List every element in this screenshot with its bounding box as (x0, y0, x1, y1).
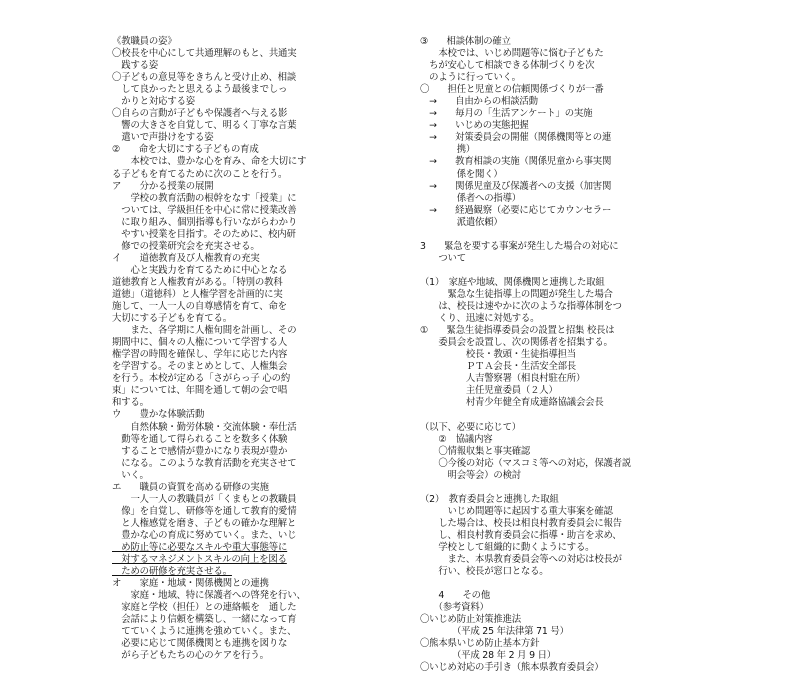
right-column-line: ② 協議内容 (420, 433, 493, 445)
right-column-line: くり、迅速に対処する。 (420, 313, 540, 325)
right-column-line: ① 緊急生徒指導委員会の設置と招集 校長は (420, 325, 615, 337)
left-column-line: ア 分かる授業の展開 (112, 180, 214, 192)
left-column-line: 修での授業研究会を充実させる。 (112, 240, 260, 252)
left-column-line: 〇自らの言動が子どもや保護者へ与える影 (112, 108, 288, 120)
right-column-line: 〇熊本県いじめ防止基本方針 (420, 638, 540, 650)
right-column-line: → 経過観察（必要に応じてカウンセラー (420, 204, 612, 216)
right-column-line: 村青少年健全育成連絡協議会会長 (420, 397, 604, 409)
right-column (420, 36, 695, 674)
left-column-line: して良かったと思えるよう最後までしっ (112, 84, 288, 96)
left-column-line: 家庭・地域、特に保護者への啓発を行い、 (112, 590, 306, 602)
left-column-line: 必要に応じて関係機関とも連携を図りな (112, 638, 288, 650)
right-column-line: 係を聞く） (420, 168, 503, 180)
right-column-line: 委員会を設置し、次の関係者を招集する。 (420, 337, 613, 349)
right-column-line: 携） (420, 144, 476, 156)
right-column-line: 主任児童委員（２人） (420, 385, 558, 397)
left-column-line: 《教職員の姿》 (112, 36, 177, 47)
right-column-line: 校長・教頭・生徒指導担当 (420, 349, 576, 361)
right-column-line: のように行っていく。 (420, 72, 521, 84)
right-column-line: いじめ問題等に起因する重大事案を確認 (420, 505, 613, 517)
right-column-line: ついて (420, 252, 466, 264)
right-column-line: → いじめの実態把握 (420, 120, 529, 132)
left-column-line: 会話により信頼を構築し、一緒になって育 (112, 614, 297, 626)
left-column-line: ② 命を大切にする子どもの育成 (112, 144, 259, 156)
left-column-line: また、各学期に人権旬間を計画し、その (112, 325, 297, 337)
left-column-line: 践する姿 (112, 60, 159, 72)
left-column-line: 束」については、年間を通して朝の会で唱 (112, 385, 288, 397)
left-column-line: 遣いで声掛けをする姿 (112, 132, 214, 144)
left-column-line: ウ 豊かな体験活動 (112, 409, 205, 421)
left-column-line: 豊かな心の育成に努めていく。また、いじ (112, 529, 297, 541)
right-column-line (420, 265, 695, 277)
left-column-line: イ 道徳教育及び人権教育の充実 (112, 252, 260, 264)
right-column-line: した場合は、校長は相良村教育委員会に報告 (420, 517, 622, 529)
left-column-line: することで感情が豊かになり表現が豊か (112, 445, 288, 457)
right-column-line (420, 229, 695, 241)
right-column-line: 緊急な生徒指導上の問題が発生した場合 (420, 288, 613, 300)
left-column-line: 大切にする子どもを育てる。 (112, 313, 232, 325)
right-column-line: （参考資料） (420, 602, 489, 614)
left-column-line: やすい授業を目指す。そのために、校内研 (112, 228, 296, 240)
left-column (112, 36, 412, 662)
left-column-line: と人権感覚を磨き、子どもの確かな理解と (112, 517, 297, 529)
right-column-line: 人吉警察署（相良村駐在所） (420, 373, 586, 385)
left-column-line: オ 家庭・地域・関係機関との連携 (112, 578, 269, 590)
left-column-line: ための研修を充実させる。 (112, 566, 232, 578)
right-column-line: （1） 家庭や地域、関係機関と連携した取組 (420, 276, 605, 288)
left-column-line: 権学習の時間を確保し、学年に応じた内容 (112, 349, 288, 361)
right-column-line: （平成 25 年法律第 71 号） (420, 626, 569, 638)
left-column-line: エ 職員の資質を高める研修の実施 (112, 481, 269, 493)
right-column-line: 〇今後の対応（マスコミ等への対応，保護者説 (420, 457, 632, 469)
left-column-line: を行う。本校が定める「さがらっ子 心の約 (112, 373, 291, 385)
left-column-line: てていくように連携を強めていく。また、 (112, 626, 297, 638)
left-column-line: 響の大きさを自覚して、明るく丁寧な言葉 (112, 120, 297, 132)
left-column-line: いく。 (112, 469, 149, 481)
left-column-line: め防止等に必要なスキルや重大事態等に (112, 541, 288, 553)
right-column-line: 〇 担任と児童との信頼関係づくりが一番 (420, 84, 604, 96)
left-column-line: ついては、学級担任を中心に常に授業改善 (112, 204, 297, 216)
right-column-line: また、本県教育委員会等への対応は校長が (420, 554, 622, 566)
left-column-line: 和する。 (112, 397, 149, 409)
right-column-line: ＰＴＡ会長・生活安全部長 (420, 361, 576, 373)
right-column-line: 本校では、いじめ問題等に悩む子どもた (420, 48, 604, 60)
left-column-line: を学習する。そのまとめとして、人権集会 (112, 361, 288, 373)
right-column-line (420, 578, 695, 590)
left-column-line: 自然体験・勤労体験・交流体験・奉仕活 (112, 421, 297, 433)
left-column-line: 本校では、豊かな心を育み、命を大切にす (112, 156, 307, 168)
right-column-line: 行い、校長が窓口となる。 (420, 566, 549, 578)
left-column-line: 〇校長を中心にして共通理解のもと、共通実 (112, 48, 297, 60)
right-column-line: 係者への指導） (420, 192, 521, 204)
right-column-line: → 対策委員会の開催（関係機関等との連 (420, 132, 612, 144)
left-column-line: 道徳」（道徳科）と人権学習を計画的に実 (112, 288, 283, 300)
right-column-line: （平成 28 年 2 月 9 日） (420, 650, 556, 662)
right-column-line: → 教育相談の実施（関係児童から事実関 (420, 156, 612, 168)
right-column-line (420, 482, 695, 494)
right-column-line: し、相良村教育委員会に指導・助言を求め、 (420, 529, 622, 541)
right-column-line: 派遣依頼） (420, 216, 503, 228)
left-column-line: 一人一人の教職員が「くまもとの教職員 (112, 493, 297, 505)
left-column-line: 学校の教育活動の根幹をなす「授業」に (112, 192, 297, 204)
right-column-line: 〇いじめ防止対策推進法 (420, 614, 521, 626)
left-column-line: 像」を自覚し、研修等を通して教育的愛情 (112, 505, 297, 517)
right-column-line: 〇いじめ対応の手引き（熊本県教育委員会） (420, 662, 604, 674)
right-column-line: 学校として組織的に動くようにする。 (420, 541, 595, 553)
right-column-line: は、校長は速やかに次のような指導体制をつ (420, 301, 622, 313)
left-column-line: る子どもを育てるために次のことを行う。 (112, 168, 288, 180)
right-column-line: → 毎月の「生活アンケート」の実施 (420, 108, 593, 120)
right-column-line: 明会等会）の検討 (420, 469, 521, 481)
left-column-line: に取り組み、個別指導も行いながらわかり (112, 216, 298, 228)
right-column-line: （以下、必要に応じて） (420, 421, 521, 433)
right-column-line: → 関係児童及び保護者への支援（加害関 (420, 180, 612, 192)
left-column-line: 家庭と学校（担任）との連絡帳を 通した (112, 602, 297, 614)
left-column-line: がら子どもたちの心のケアを行う。 (112, 650, 269, 662)
left-column-line: 対するマネジメントスキルの向上を図る (112, 554, 287, 566)
right-column-line: ちが安心して相談できる体制づくりを次 (420, 60, 595, 72)
right-column-line: 3 緊急を要する事案が発生した場合の対応に (420, 240, 619, 252)
left-column-line: 動等を通して得られることを数多く体験 (112, 433, 288, 445)
right-column-line: → 自由からの相談活動 (420, 96, 538, 108)
left-column-line: 期間中に、個々の人権について学習する人 (112, 337, 288, 349)
left-column-line: 道徳教育と人権教育がある。「特別の教科 (112, 276, 283, 288)
left-column-line: 施して、一人一人の自尊感情を育て、命を (112, 301, 287, 313)
right-column-line (420, 409, 695, 421)
left-column-line: かりと対応する姿 (112, 96, 196, 108)
right-column-line: 4 その他 (420, 590, 490, 602)
right-column-line: （2） 教育委員会と連携した取組 (420, 493, 559, 505)
right-column-line: ③ 相談体制の確立 (420, 36, 511, 47)
left-column-line: 〇子どもの意見等をきちんと受け止め、相談 (112, 72, 297, 84)
left-column-line: になる。このような教育活動を充実させて (112, 457, 297, 469)
right-column-line: 〇情報収集と事実確認 (420, 445, 531, 457)
left-column-line: 心と実践力を育てるために中心となる (112, 264, 288, 276)
